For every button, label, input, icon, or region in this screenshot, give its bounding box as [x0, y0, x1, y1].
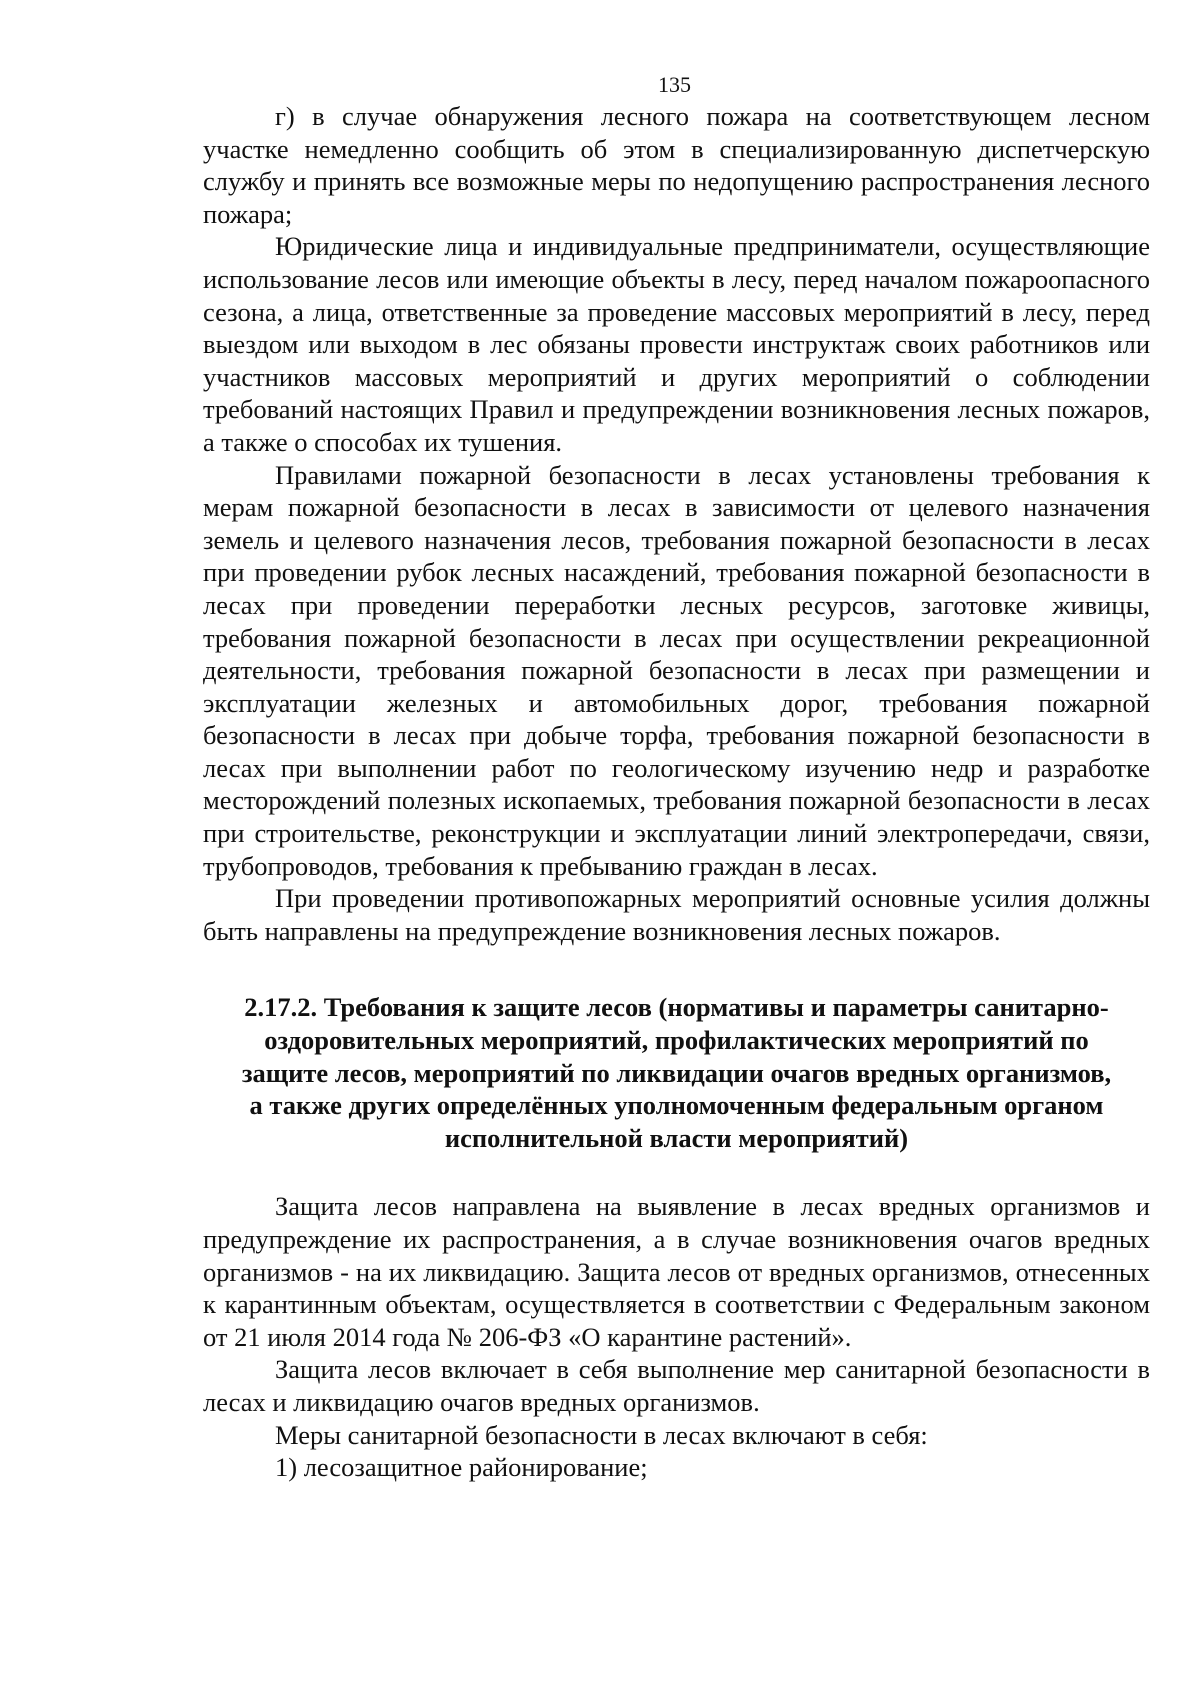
section-heading [203, 991, 1150, 1154]
paragraph-fire-safety-rules: Правилами пожарной безопасности в лесах установлены требования к мерам пожарной безопасности в лесах в зависимости от целевого назначения земель и целевого назначения лесов, требования пожарной безопасности в лесах при проведении рубок лесных насаждений, требования пожарной безопасности в лесах при проведении переработки лесных ресурсов, заготовке живицы, требования пожарной безопасности в лесах при осуществлении рекреационной деятельности, требования пожарной безопасности в лесах при размещении и эксплуатации железных и автомобильных дорог, требования пожарной безопасности в лесах при добыче торфа, требования пожарной безопасности в лесах при выполнении работ по геологическому изучению недр и разработке месторождений полезных ископаемых, требования пожарной безопасности в лесах при строительстве, реконструкции и эксплуатации линий электропередачи, связи, трубопроводов, требования к пребыванию граждан в лесах. [203, 459, 1150, 881]
paragraph-protection-includes: Защита лесов включает в себя выполнение мер санитарной безопасности в лесах и ликвидацию очагов вредных организмов. [203, 1354, 1150, 1417]
heading-line: оздоровительных мероприятий, профилактических мероприятий по [264, 1025, 1089, 1056]
paragraph-legal-entities: Юридические лица и индивидуальные предприниматели, осуществляющие использование лесов или имеющие объекты в лесу, перед началом пожароопасного сезона, а лица, ответственные за проведение массовых мероприятий в лесу, перед выездом или выходом в лес обязаны провести инструктаж своих работников или участников массовых мероприятий и других мероприятий о соблюдении требований настоящих Правил и предупреждении возникновения лесных пожаров, а также о способах их тушения. [203, 231, 1150, 457]
paragraph-fire-report: г) в случае обнаружения лесного пожара на соответствующем лесном участке немедленно сообщить об этом в специализированную диспетчерскую службу и принять все возможные меры по недопущению распространения лесного пожара; [203, 101, 1150, 229]
document-page [203, 72, 1150, 1484]
list-item: 1) лесозащитное районирование; [275, 1452, 648, 1483]
paragraph-sanitary-measures: Меры санитарной безопасности в лесах включают в себя: [275, 1419, 928, 1450]
paragraph-fire-prevention: При проведении противопожарных мероприятий основные усилия должны быть направлены на предупреждение возникновения лесных пожаров. [203, 883, 1150, 946]
heading-line: 2.17.2. Требования к защите лесов (нормативы и параметры санитарно- [244, 992, 1109, 1023]
heading-line: а также других определённых уполномоченным федеральным органом [249, 1090, 1104, 1121]
heading-line: исполнительной власти мероприятий) [444, 1122, 909, 1153]
heading-line: защите лесов, мероприятий по ликвидации очагов вредных организмов, [241, 1057, 1112, 1088]
paragraph-forest-protection: Защита лесов направлена на выявление в лесах вредных организмов и предупреждение их распространения, а в случае возникновения очагов вредных организмов - на их ликвидацию. Защита лесов от вредных организмов, отнесенных к карантинным объектам, осуществляется в соответствии с Федеральным законом от 21 июля 2014 года № 206-ФЗ «О карантине растений». [203, 1191, 1150, 1352]
page-number: 135 [658, 72, 691, 97]
